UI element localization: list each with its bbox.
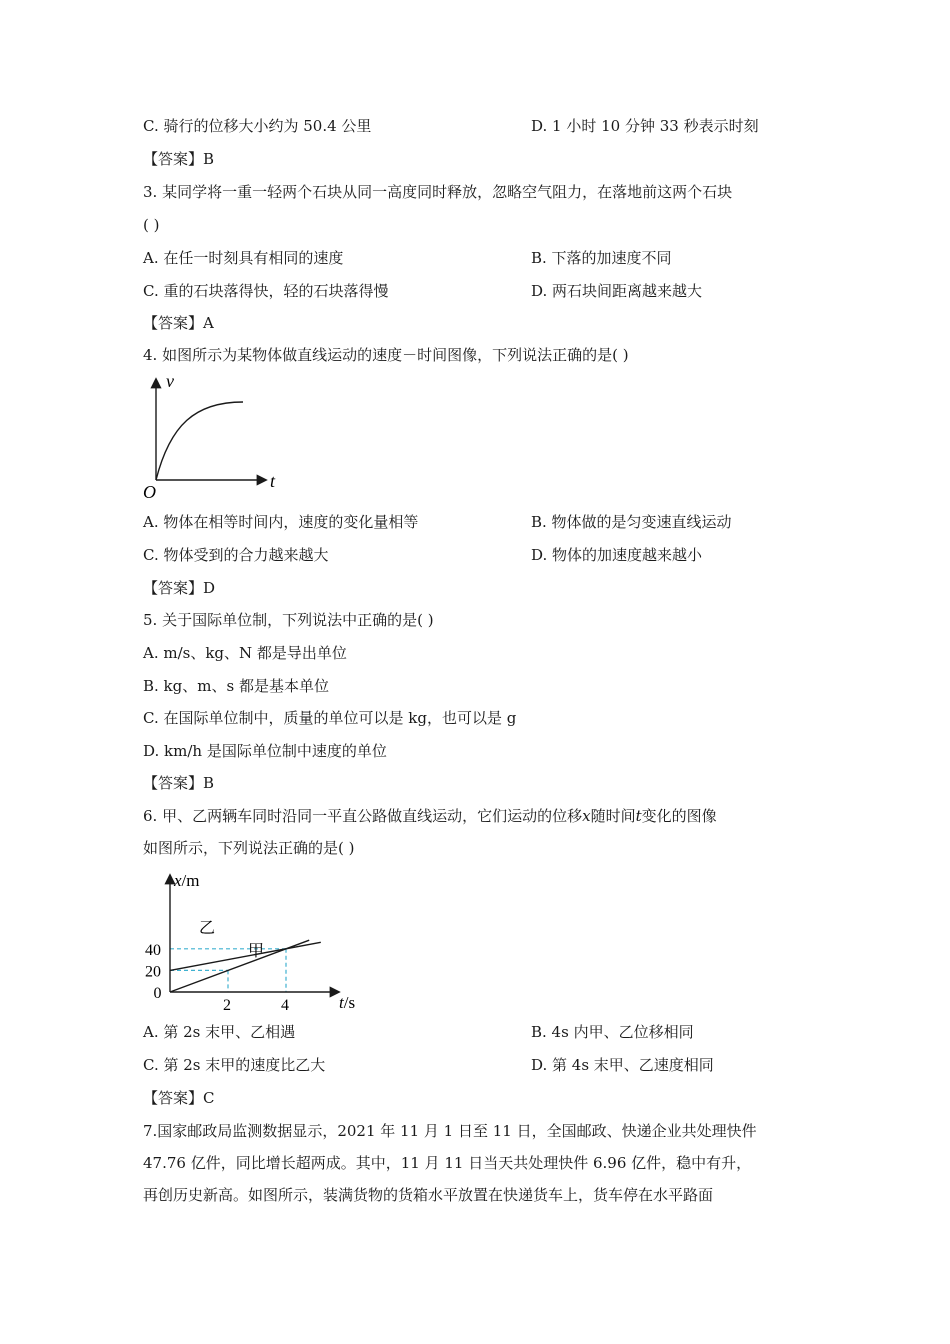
series-line-1 xyxy=(170,942,321,970)
y-tick-label-0: 0 xyxy=(153,985,162,1002)
question-6-stem xyxy=(143,806,717,826)
option-b: B. 物体做的是匀变速直线运动 xyxy=(531,513,732,531)
option-b: B. 4s 内甲、乙位移相同 xyxy=(531,1023,694,1041)
answer: 【答案】A xyxy=(143,314,214,332)
position-time-graph xyxy=(140,868,370,1018)
y-tick-label-40: 40 xyxy=(145,941,161,959)
question-7-line1: 7.国家邮政局监测数据显示，2021 年 11 月 1 日至 11 日，全国邮政、快递企业共处理快件 xyxy=(143,1122,757,1140)
question-7-line3: 再创历史新高。如图所示，装满货物的货箱水平放置在快递货车上，货车停在水平路面 xyxy=(143,1186,714,1204)
option-b: B. kg、m、s 都是基本单位 xyxy=(143,677,329,695)
x-tick-label-4: 4 xyxy=(281,997,289,1014)
x-axis-label: t xyxy=(270,471,276,491)
option-d: D. 1 小时 10 分钟 33 秒表示时刻 xyxy=(531,117,759,135)
question-3-stem-blank: ( ) xyxy=(143,216,160,234)
y-axis-var: x xyxy=(174,871,182,890)
var-x: x xyxy=(582,807,591,825)
y-axis-unit: /m xyxy=(181,871,200,890)
option-d: D. km/h 是国际单位制中速度的单位 xyxy=(143,742,387,760)
stem-text-3: 变化的图像 xyxy=(641,807,717,825)
option-d: D. 物体的加速度越来越小 xyxy=(531,546,703,564)
option-c: C. 物体受到的合力越来越大 xyxy=(143,546,329,564)
question-6-stem-line2: 如图所示，下列说法正确的是( ) xyxy=(143,839,355,857)
option-c: C. 骑行的位移大小约为 50.4 公里 xyxy=(143,117,372,135)
velocity-curve xyxy=(156,402,243,480)
answer: 【答案】C xyxy=(143,1089,215,1107)
stem-text-2: 随时间 xyxy=(590,807,636,825)
answer: 【答案】D xyxy=(143,579,216,597)
answer: 【答案】B xyxy=(143,774,215,792)
origin-label: O xyxy=(143,482,156,502)
x-axis-label xyxy=(339,993,355,1012)
y-axis-label xyxy=(173,871,200,890)
question-7-line2: 47.76 亿件，同比增长超两成。其中，11 月 11 日当天共处理快件 6.96 亿件，稳中有升， xyxy=(143,1154,752,1172)
x-axis-var: t xyxy=(339,993,344,1012)
y-axis-label: v xyxy=(166,371,174,391)
option-c: C. 第 2s 末甲的速度比乙大 xyxy=(143,1056,326,1074)
velocity-time-graph xyxy=(140,370,290,505)
option-c: C. 在国际单位制中，质量的单位可以是 kg，也可以是 g xyxy=(143,709,517,727)
option-a: A. 第 2s 末甲、乙相遇 xyxy=(143,1023,296,1041)
series-label-0: 甲 xyxy=(248,943,265,960)
question-4-stem: 4. 如图所示为某物体做直线运动的速度－时间图像，下列说法正确的是( ) xyxy=(143,346,629,364)
series-label-1: 乙 xyxy=(199,920,216,937)
y-tick-label-20: 20 xyxy=(145,963,161,981)
option-c: C. 重的石块落得快，轻的石块落得慢 xyxy=(143,282,389,300)
option-d: D. 两石块间距离越来越大 xyxy=(531,282,703,300)
x-axis-unit: /s xyxy=(343,993,356,1012)
question-3-stem: 3. 某同学将一重一轻两个石块从同一高度同时释放，忽略空气阻力，在落地前这两个石块 xyxy=(143,183,733,201)
x-tick-label-2: 2 xyxy=(223,997,231,1014)
option-d: D. 第 4s 末甲、乙速度相同 xyxy=(531,1056,714,1074)
option-a: A. 在任一时刻具有相同的速度 xyxy=(143,249,344,267)
option-a: A. m/s、kg、N 都是导出单位 xyxy=(143,644,347,662)
option-b: B. 下落的加速度不同 xyxy=(531,249,672,267)
var-t: t xyxy=(635,807,642,825)
option-a: A. 物体在相等时间内，速度的变化量相等 xyxy=(143,513,419,531)
question-5-stem: 5. 关于国际单位制，下列说法中正确的是( ) xyxy=(143,611,434,629)
answer: 【答案】B xyxy=(143,150,215,168)
stem-text-1: 6. 甲、乙两辆车同时沿同一平直公路做直线运动，它们运动的位移 xyxy=(143,807,583,825)
